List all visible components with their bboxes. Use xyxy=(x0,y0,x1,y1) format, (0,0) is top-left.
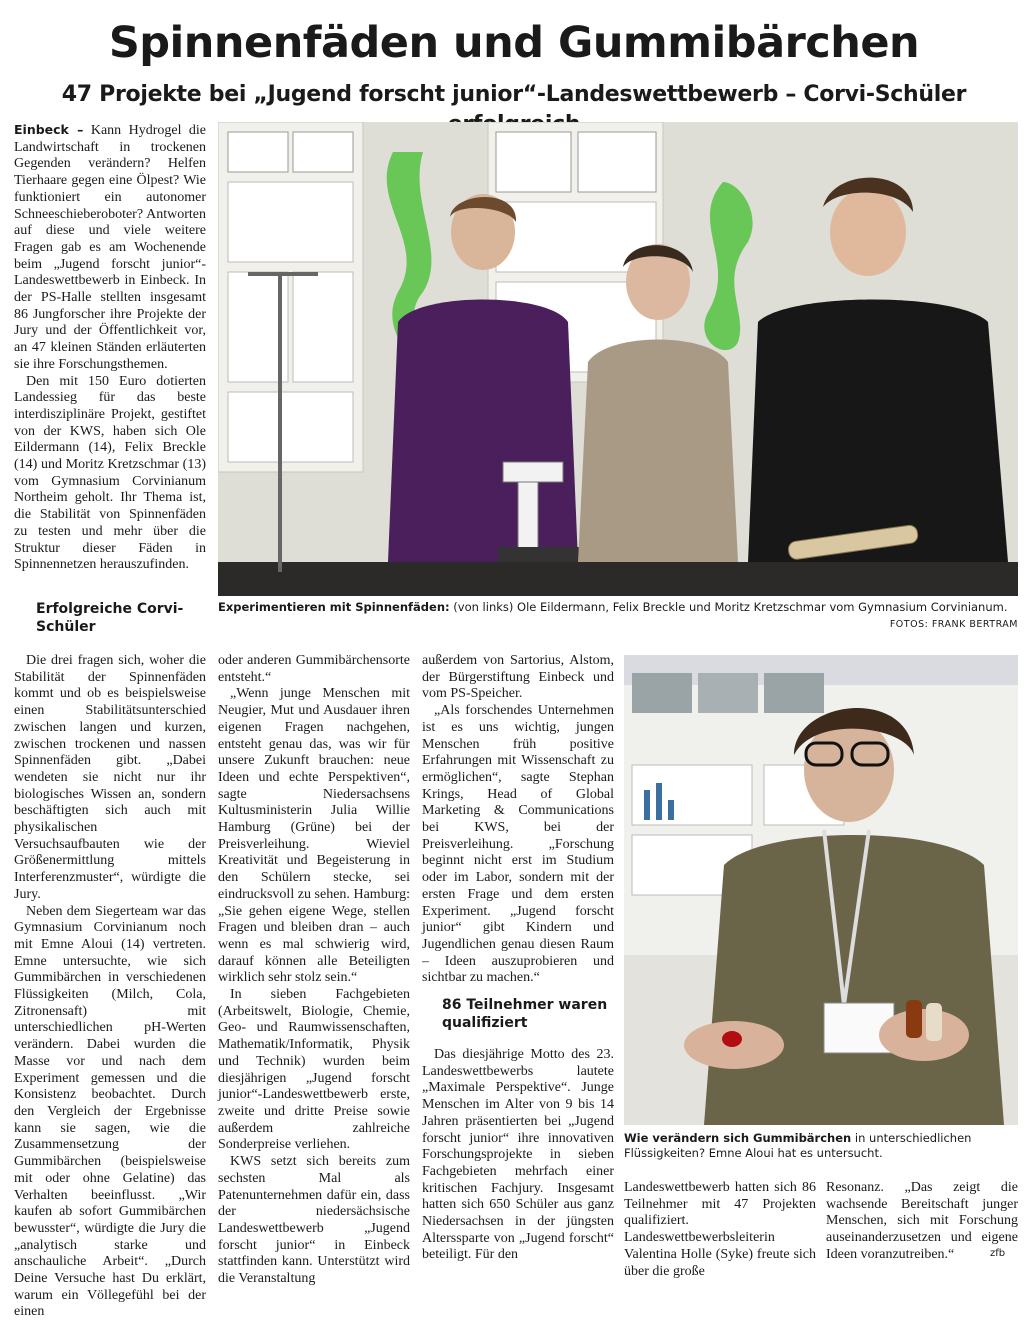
dateline: Einbeck – xyxy=(14,122,84,137)
intro-paragraph: Einbeck – Kann Hydrogel die Landwirtschaft in trockenen Gegenden verändern? Helfen Tierhaare gegen eine Ölpest? Wie funktioniert ein autonomer Schneeschieberoboter? Antworten auf diese und viele weitere Fragen gab es am Wochenende beim „Jugend forscht junior“-Landeswettbewerb in Einbeck. In der PS-Halle stellten insgesamt 86 Jungforscher ihre Projekte der Jury und der Öffentlichkeit vor, an 47 kleinen Ständen erläuterten sie ihre Forschungsthemen. xyxy=(14,122,206,372)
paragraph: Neben dem Siegerteam war das Gymnasium Corvinianum noch mit Emne Aloui (14) vertreten. Emne untersuchte, wie sich Gummibärchen in verschiedenen Flüssigkeiten (Milch, Cola, Zitronensaft) mit unterschiedlichen pH-Werten verändern. Dabei wurden die Masse vor und nach dem Experiment gemessen und die Konsistenz beobachtet. Durch den Vergleich der Ergebnisse kann sie sagen, wie die Zusammensetzung der Gummibärchen (beispielsweise mit oder ohne Gelatine) das Verhalten beeinflusst. „Wir kaufen ab sofort Gummibärchen bewusster“, würdigte die Jury die „analytisch starke und anschauliche Arbeit“. „Durch Deine Versuche hast Du erklärt, warum ein Völlegefühl bei der einen xyxy=(14,903,206,1320)
article-column-4 xyxy=(624,1180,816,1280)
author-initials: zfb xyxy=(990,1248,1006,1259)
paragraph: „Als forschendes Unternehmen ist es uns wichtig, jungen Menschen früh positive Erfahrungen mit Wissenschaft zu ermöglichen“, sagte Stephan Krings, Head of Global Marketing & Communications bei KWS, bei der Preisverleihung. „Forschung beginnt nicht erst im Studium oder im Labor, sondern mit der ersten Frage und dem ersten Experiment. „Jugend forscht junior“ gibt Kindern und Jugendlichen genau diesen Raum – Ideen auszuprobieren und sichtbar zu machen.“ xyxy=(422,703,614,986)
headline: Spinnenfäden und Gummibärchen xyxy=(108,18,920,68)
article-column-3-bottom xyxy=(422,1047,614,1264)
paragraph: In sieben Fachgebieten (Arbeitswelt, Biologie, Chemie, Geo- und Raumwissenschaften, Mathematik/Informatik, Physik und Technik) wurden beim diesjährigen „Jugend forscht junior“-Landeswettbewerb erste, zweite und dritte Preise sowie außerdem zahlreiche Sonderpreise verliehen. xyxy=(218,987,410,1153)
paragraph: Landeswettbewerb hatten sich 86 Teilnehmer mit 47 Projekten qualifiziert. Landeswettbewerbsleiterin Valentina Holle (Syke) freute sich über die große xyxy=(624,1180,816,1279)
paragraph: „Wenn junge Menschen mit Neugier, Mut und Ausdauer ihren eigenen Fragen nachgehen, entsteht genau das, was wir für unsere Zukunft brauchen: neue Ideen und echte Perspektiven“, sagte Niedersachsens Kultusministerin Julia Willie Hamburg (Grüne) bei der Preisverleihung. Wieviel Kreativität und Begeisterung in den Schülern stecke, sei eindrucksvoll zu sehen. Hamburg: „Sie gehen eigene Wege, stellen Fragen und bleiben dran – auch wenn es mal schwierig wird, darauf können alle Beteiligten wirklich sehr stolz sein.“ xyxy=(218,686,410,986)
article-column-1-top xyxy=(14,122,206,574)
subheadline: 47 Projekte bei „Jugend forscht junior“-Landeswettbewerb – Corvi-Schüler xyxy=(61,82,967,107)
paragraph: Resonanz. „Das zeigt die wachsende Bereitschaft junger Menschen, sich mit Forschung auseinanderzusetzen und eigene Ideen voranzutreiben.“ xyxy=(826,1180,1018,1262)
subhead-teilnehmer: 86 Teilnehmer waren qualifiziert xyxy=(442,997,608,1031)
paragraph: Das diesjährige Motto des 23. Landeswettbewerbs lautete „Maximale Perspektive“. Junge Menschen im Alter von 9 bis 14 Jahren präsentierten bei „Jugend forscht junior“ ihre innovativen Forschungsprojekte in sieben Fachgebieten mehrfach einer kritischen Fachjury. Insgesamt hatten sich 650 Schüler aus ganz Niedersachsen in der jüngsten Alterssparte von „Jugend forscht“ beteiligt. Für den xyxy=(422,1047,614,1263)
paragraph: Die drei fragen sich, woher die Stabilität der Spinnenfäden kommt und ob es beispielsweise einen Stabilitätsunterschied zwischen langen und kurzen, zwischen trockenen und nassen Spinnenfäden gibt. „Dabei wendeten sie nicht nur ihr biologisches Wissen an, sondern beschäftigten sich auch mit physikalischen Versuchsaufbauten wie der Größenermittlung mittels Interferenzmuster“, würdigte die Jury. xyxy=(14,653,206,902)
article-column-3-top xyxy=(422,653,614,987)
caption-photo-2: Wie verändern sich Gummibärchen in unterschiedlichen Flüssigkeiten? Emne Aloui hat es untersucht. xyxy=(624,1131,972,1160)
photo-gummibaerchen xyxy=(624,655,1018,1125)
paragraph: außerdem von Sartorius, Alstom, der Bürgerstiftung Einbeck und vom PS-Speicher. xyxy=(422,653,614,702)
paragraph: oder anderen Gummibärchensorte entsteht.“ xyxy=(218,653,410,685)
photo-credit: FOTOS: FRANK BERTRAM xyxy=(889,619,1018,630)
photo-spinnenfaeden xyxy=(218,122,1018,596)
article-column-2 xyxy=(218,653,410,1288)
caption-photo-1: Experimentieren mit Spinnenfäden: (von links) Ole Eildermann, Felix Breckle und Moritz Kretzschmar vom Gymnasium Corvinianum. xyxy=(218,600,1008,614)
subhead-corvi: Erfolgreiche Corvi-Schüler xyxy=(36,601,184,635)
article-column-1-bottom xyxy=(14,653,206,1321)
paragraph: KWS setzt sich bereits zum sechsten Mal als Patenunternehmen dafür ein, dass der niedersächsische Landeswettbewerb „Jugend forscht junior“ in Einbeck stattfinden kann. Unterstützt wird die Veranstaltung xyxy=(218,1154,410,1287)
paragraph: Den mit 150 Euro dotierten Landessieg für das beste interdisziplinäre Projekt, gestiftet von der KWS, haben sich Ole Eildermann (14), Felix Breckle (14) und Moritz Kretzschmar (13) vom Gymnasium Corvinianum Northeim geholt. Ihr Thema ist, die Stabilität von Spinnenfäden zu testen und mehr über die Struktur dieser Fäden in Spinnennetzen herauszufinden. xyxy=(14,373,206,573)
